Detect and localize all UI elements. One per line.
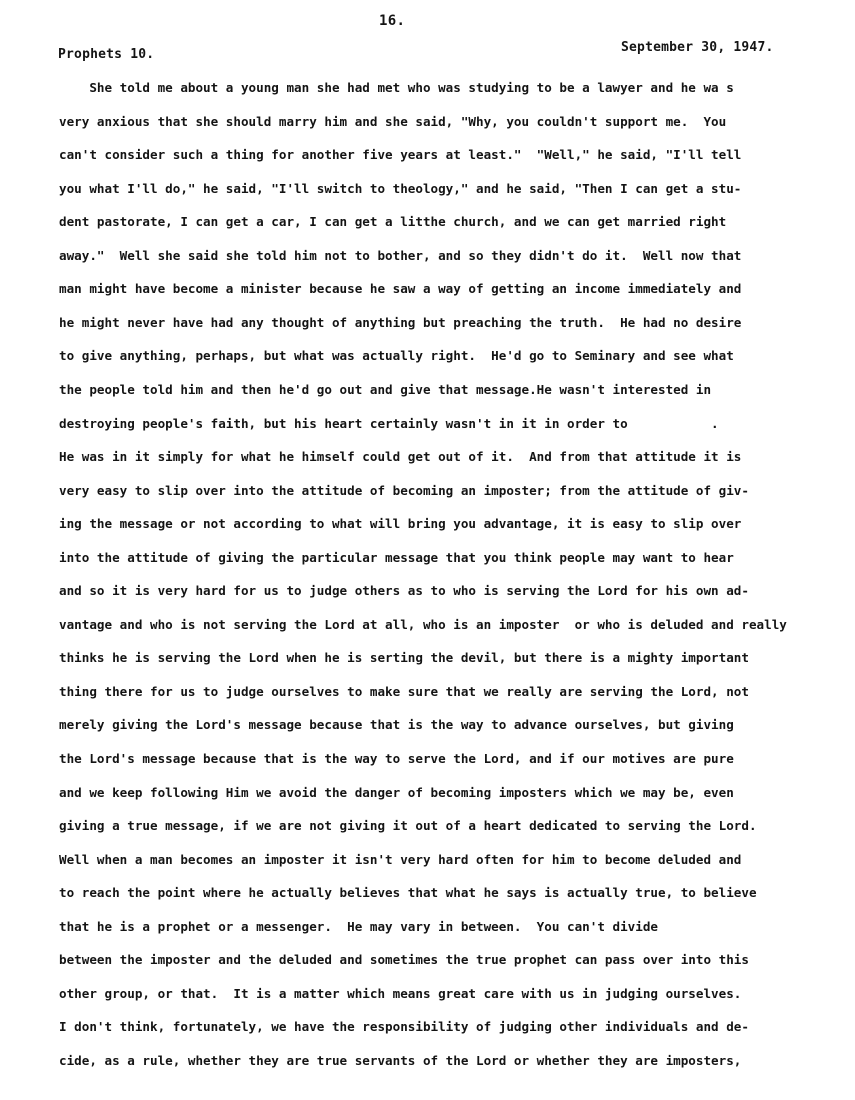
text-line: He was in it simply for what he himself could get out of it. And from that attitude it is: [59, 449, 742, 465]
text-line: thinks he is serving the Lord when he is serting the devil, but there is a mighty important: [59, 650, 749, 666]
text-line: man might have become a minister because he saw a way of getting an income immediately and: [59, 281, 742, 297]
text-line: and we keep following Him we avoid the danger of becoming imposters which we may be, even: [59, 784, 734, 800]
text-line: the Lord's message because that is the way to serve the Lord, and if our motives are pure: [59, 751, 734, 766]
text-line: cide, as a rule, whether they are true servants of the Lord or whether they are imposters,: [59, 1052, 742, 1068]
page-number: 16.: [379, 13, 406, 29]
text-line: other group, or that. It is a matter which means great care with us in judging ourselves.: [59, 985, 742, 1001]
text-line: into the attitude of giving the particular message that you think people may want to hear: [59, 549, 734, 565]
text-line: dent pastorate, I can get a car, I can get a litthe church, and we can get married right: [59, 214, 727, 230]
text-line: ing the message or not according to what will bring you advantage, it is easy to slip over: [59, 516, 742, 532]
text-line: to give anything, perhaps, but what was actually right. He'd go to Seminary and see what: [59, 348, 734, 364]
text-line: giving a true message, if we are not giving it out of a heart dedicated to serving the Lord.: [59, 818, 757, 834]
document-date: September 30, 1947.: [621, 40, 774, 55]
text-line: that he is a prophet or a messenger. He may vary in between. You can't divide: [59, 918, 658, 934]
text-line: very anxious that she should marry him and she said, "Why, you couldn't support me. You: [59, 113, 727, 129]
text-line: very easy to slip over into the attitude of becoming an imposter; from the attitude of giv-: [59, 482, 749, 498]
text-line: She told me about a young man she had met who was studying to be a lawyer and he wa s: [59, 80, 734, 95]
text-line: the people told him and then he'd go out and give that message.He wasn't interested in: [59, 381, 712, 397]
text-line: can't consider such a thing for another five years at least." "Well," he said, "I'll tell: [59, 147, 742, 163]
text-line: destroying people's faith, but his heart certainly wasn't in it in order to .: [59, 415, 719, 431]
text-line: I don't think, fortunately, we have the responsibility of judging other individuals and de-: [59, 1019, 749, 1035]
text-line: Well when a man becomes an imposter it isn't very hard often for him to become deluded and: [59, 851, 742, 867]
text-line: between the imposter and the deluded and sometimes the true prophet can pass over into this: [59, 952, 749, 968]
text-line: merely giving the Lord's message because that is the way to advance ourselves, but giving: [59, 717, 734, 733]
text-line: he might never have had any thought of anything but preaching the truth. He had no desire: [59, 314, 742, 330]
text-line: you what I'll do," he said, "I'll switch to theology," and he said, "Then I can get a stu-: [59, 180, 742, 196]
text-line: and so it is very hard for us to judge others as to who is serving the Lord for his own ad-: [59, 583, 749, 599]
text-line: vantage and who is not serving the Lord at all, who is an imposter or who is deluded and really: [59, 616, 787, 632]
section-heading: Prophets 10.: [58, 47, 155, 62]
text-line: to reach the point where he actually believes that what he says is actually true, to believe: [59, 885, 757, 901]
text-line: away." Well she said she told him not to bother, and so they didn't do it. Well now that: [59, 247, 742, 263]
text-line: thing there for us to judge ourselves to make sure that we really are serving the Lord, not: [59, 683, 749, 699]
